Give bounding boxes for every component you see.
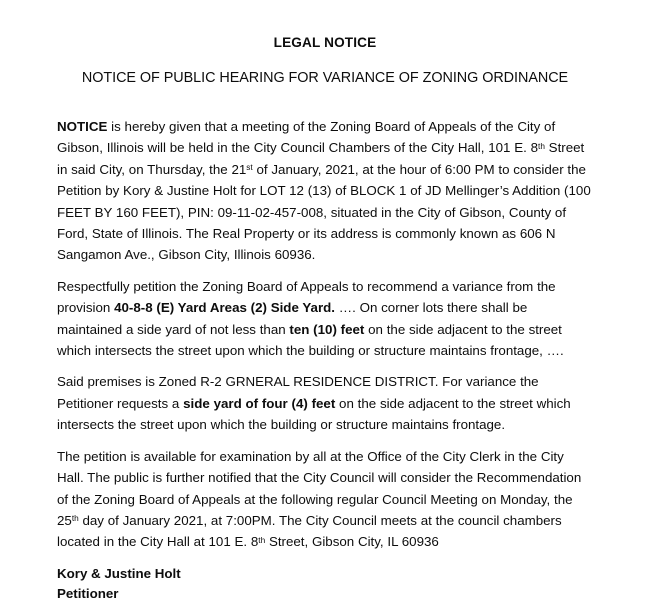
emphasis-text: 40-8-8 (E) Yard Areas (2) Side Yard. — [114, 300, 335, 316]
paragraph-zoning-request: Said premises is Zoned R-2 GRNERAL RESIDENCE DISTRICT. For variance the Petitioner requests a side yard of four (4) feet on the side adjacent to the street which intersects the street upon which the building or structure maintains frontage. — [57, 374, 571, 433]
emphasis-text: NOTICE — [57, 119, 108, 134]
paragraph-petition-availability: The petition is available for examination by all at the Office of the City Clerk in the City Hall. The public is further notified that the City Council will consider the Recommendation of the Zoning Board of Appeals at the following regular Council Meeting on Monday, the 25th day of January 2021, at 7:00PM. The City Council meets at the council chambers located in the City Hall at 101 E. 8th Street, Gibson City, IL 60936 — [57, 448, 582, 550]
superscript-ordinal: st — [246, 163, 253, 173]
signer-name: Kory & Justine Holt — [57, 565, 181, 581]
paragraph-list — [57, 116, 593, 553]
superscript-ordinal: th — [71, 514, 79, 524]
signer-role: Petitioner — [57, 586, 119, 602]
document-title: LEGAL NOTICE — [273, 35, 377, 50]
document-body — [57, 87, 593, 605]
superscript-ordinal: th — [538, 141, 545, 151]
document-subtitle: NOTICE OF PUBLIC HEARING FOR VARIANCE OF ZONING ORDINANCE — [81, 70, 569, 86]
emphasis-text: side yard of four (4) feet — [183, 395, 336, 411]
emphasis-text: ten (10) feet — [289, 321, 365, 337]
signature-block — [57, 553, 593, 605]
superscript-ordinal: th — [258, 535, 266, 545]
paragraph-variance-provision: Respectfully petition the Zoning Board of Appeals to recommend a variance from the provision 40-8-8 (E) Yard Areas (2) Side Yard. …. On corner lots there shall be maintained a side yard of not less than ten (10) feet on the side adjacent to the street which intersects the street upon which the building or structure maintains frontage, …. — [57, 278, 564, 359]
paragraph-notice-of-meeting: NOTICE is hereby given that a meeting of the Zoning Board of Appeals of the City of Gibson, Illinois will be held in the City Council Chambers of the City Hall, 101 E. 8th Street in said City, on Thursday, the 21st of January, 2021, at the hour of 6:00 PM to consider the Petition by Kory & Justine Holt for LOT 12 (13) of BLOCK 1 of JD Mellinger’s Addition (100 FEET BY 160 FEET), PIN: 09-11-02-457-008, situated in the City of Gibson, County of Ford, State of Illinois. The Real Property or its address is commonly known as 606 N Sangamon Ave., Gibson City, Illinois 60936. — [57, 119, 591, 263]
